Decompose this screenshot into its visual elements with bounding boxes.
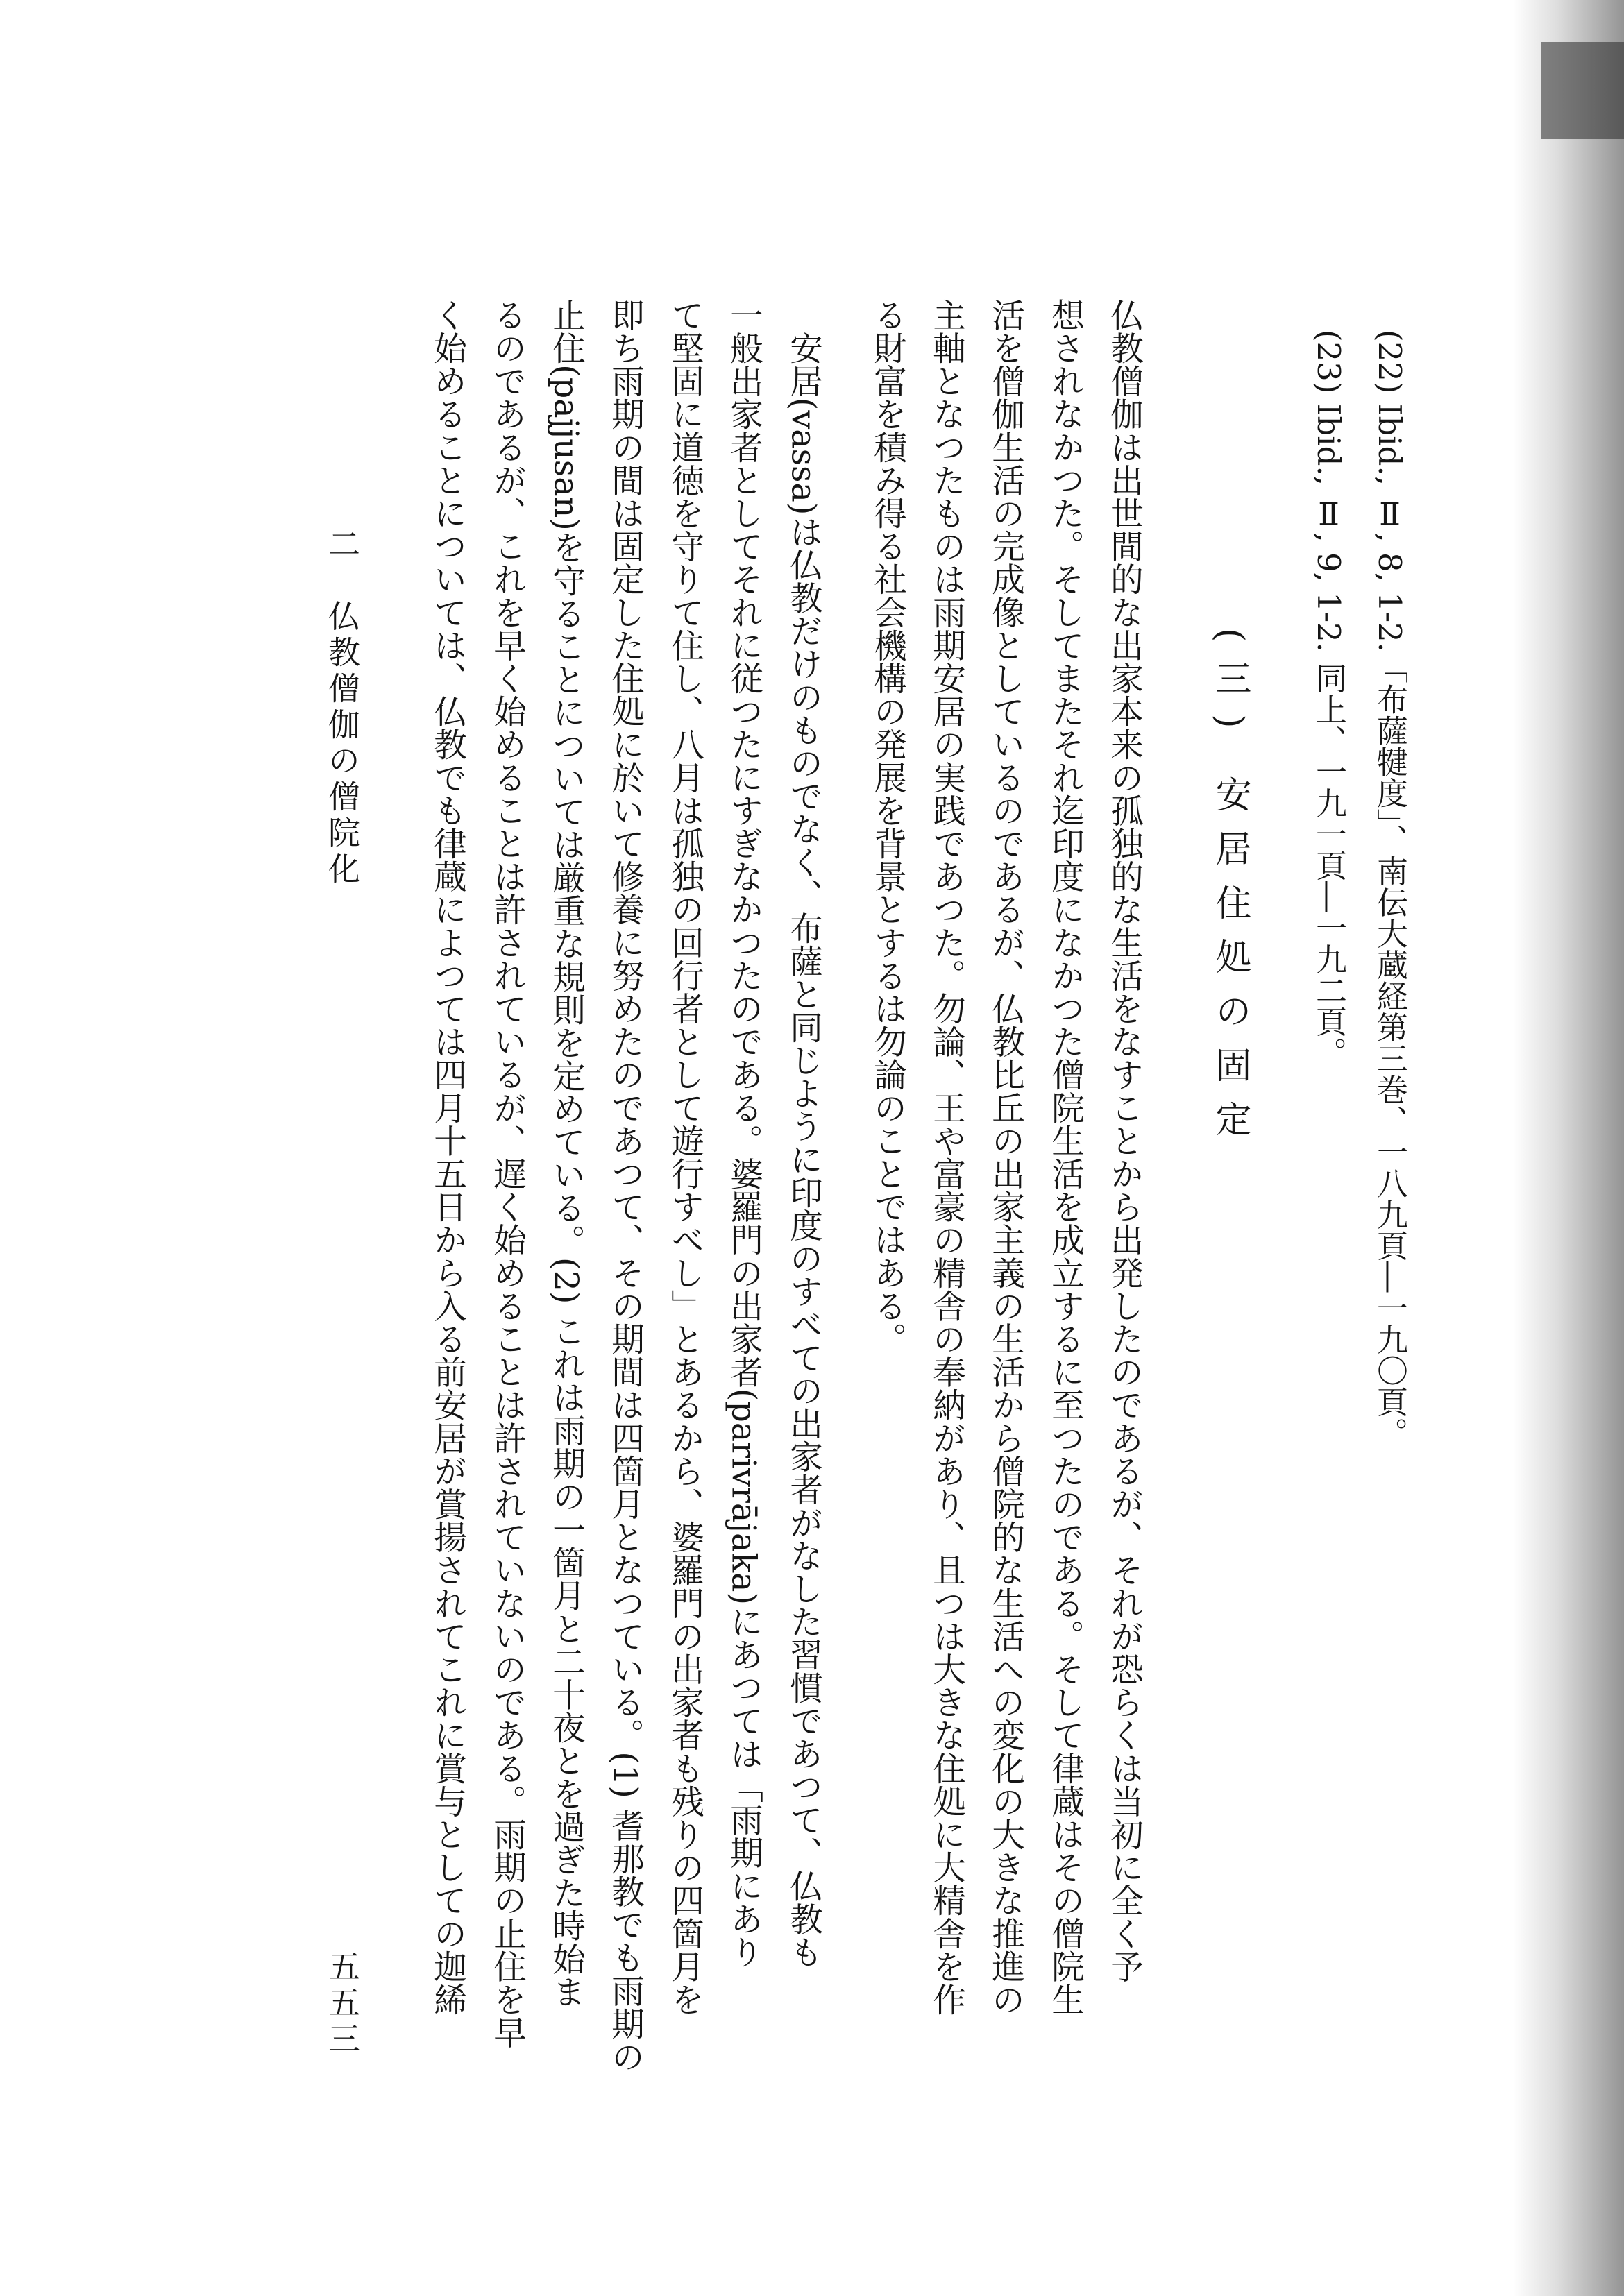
body-column: く始めることについては、仏教でも律蔵によつては四月十五日から入る前安居が賞揚されてこれに賞与としての迦絺 — [428, 298, 466, 2016]
running-head: 二 仏教僧伽の僧院化 — [323, 527, 361, 888]
body-column: 活を僧伽生活の完成像としているのであるが、仏教比丘の出家主義の生活から僧院的な生活への変化の大きな推進の — [986, 298, 1024, 2016]
body-column: て堅固に道徳を守りて住し、八月は孤独の回行者として遊行すべし」とあるから、婆羅門の出家者も残りの四箇月を — [665, 298, 704, 2016]
body-column: 安居(vassa)は仏教だけのものでなく、布薩と同じように印度のすべての出家者がなした習慣であつて、仏教も — [784, 298, 822, 1968]
section-heading: (三) 安居住処の固定 — [1209, 628, 1251, 1155]
body-column: 一般出家者としてそれに従つたにすぎなかつたのである。婆羅門の出家者(parivrājaka)にあつては「雨期にあり — [724, 298, 763, 1968]
body-column: るのであるが、これを早く始めることは許されているが、遅く始めることは許されていないのである。雨期の止住を早 — [487, 298, 526, 2049]
body-column: 想されなかつた。そしてまたそれ迄印度になかつた僧院生活を成立するに至つたのである。そして律蔵はその僧院生 — [1045, 298, 1084, 2016]
scan-shadow-top — [1541, 42, 1624, 139]
body-column: 主軸となつたものは雨期安居の実践であつた。勿論、王や富豪の精舎の奉納があり、且つは大きな住処に大精舎を作 — [927, 298, 965, 2016]
footnote-23: (23) Ibid., Ⅱ, 9, 1-2. 同上、一九一頁―一九二頁。 — [1310, 330, 1347, 1069]
footnote-22: (22) Ibid., Ⅱ, 8, 1-2.「布薩犍度」、南伝大蔵経第三巻、一八九頁―一九〇頁。 — [1371, 330, 1408, 1449]
body-column: 仏教僧伽は出世間的な出家本来の孤独的な生活をなすことから出発したのであるが、それが恐らくは当初に全く予 — [1104, 298, 1143, 1983]
scan-shadow — [1513, 0, 1624, 2296]
body-column: る財富を積み得る社会機構の発展を背景とするは勿論のことではある。 — [868, 298, 906, 1356]
body-column: 即ち雨期の間は固定した住処に於いて修養に努めたのであつて、その期間は四箇月となつている。(1) 耆那教でも雨期の — [605, 298, 644, 2073]
page-number: 五五三 — [323, 1950, 361, 2058]
body-column: 止住(pajjusan)を守ることについては厳重な規則を定めている。(2) これは雨期の一箇月と二十夜とを過ぎた時始ま — [546, 298, 585, 2009]
